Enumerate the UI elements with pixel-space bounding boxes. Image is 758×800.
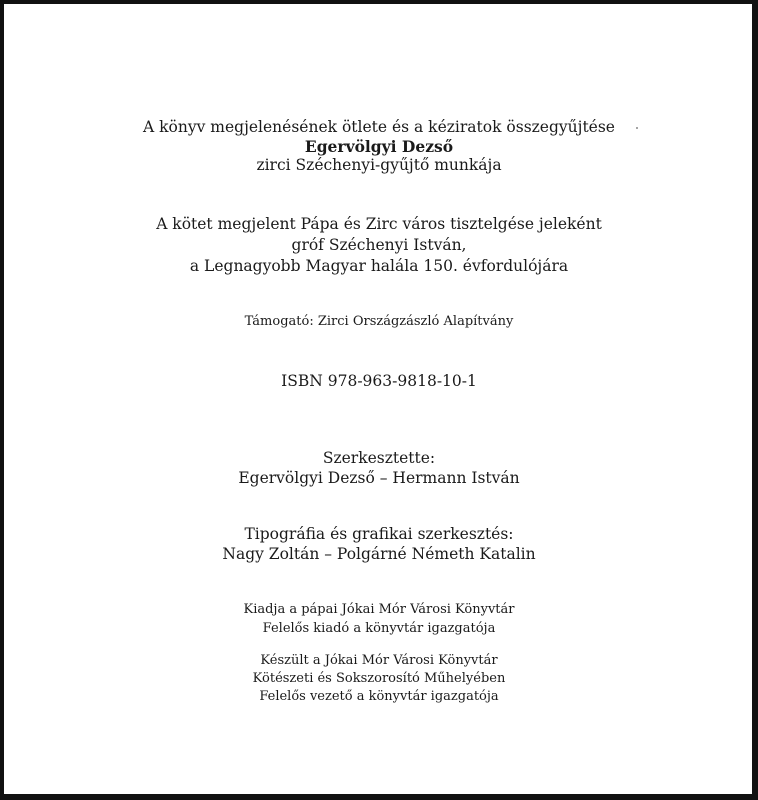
editors-label: Szerkesztette: — [322, 449, 436, 467]
editors-names: Egervölgyi Dezső – Hermann István — [238, 469, 520, 487]
printer-line-1: Készült a Jókai Mór Városi Könyvtár — [260, 653, 498, 668]
typography-names: Nagy Zoltán – Polgárné Németh Katalin — [222, 545, 536, 563]
intro-line: A könyv megjelenésének ötlete és a kéziratok összegyűjtése — [143, 118, 615, 136]
intro-role: zirci Széchenyi-gyűjtő munkája — [256, 156, 502, 174]
sponsor-line: Támogató: Zirci Országzászló Alapítvány — [244, 314, 514, 329]
dedication-line-2: gróf Széchenyi István, — [291, 236, 467, 254]
publisher-line-2: Felelős kiadó a könyvtár igazgatója — [262, 621, 496, 636]
typography-label: Tipográfia és grafikai szerkesztés: — [244, 525, 514, 543]
dedication-line-1: A kötet megjelent Pápa és Zirc város tisztelgése jeleként — [156, 215, 602, 233]
isbn: ISBN 978-963-9818-10-1 — [281, 372, 477, 390]
publisher-line-1: Kiadja a pápai Jókai Mór Városi Könyvtár — [243, 602, 515, 617]
author-name: Egervölgyi Dezső — [304, 137, 454, 156]
printer-line-2: Kötészeti és Sokszorosító Műhelyében — [252, 671, 506, 686]
printer-line-3: Felelős vezető a könyvtár igazgatója — [259, 689, 499, 704]
dedication-line-3: a Legnagyobb Magyar halála 150. évfordulójára — [189, 257, 569, 275]
